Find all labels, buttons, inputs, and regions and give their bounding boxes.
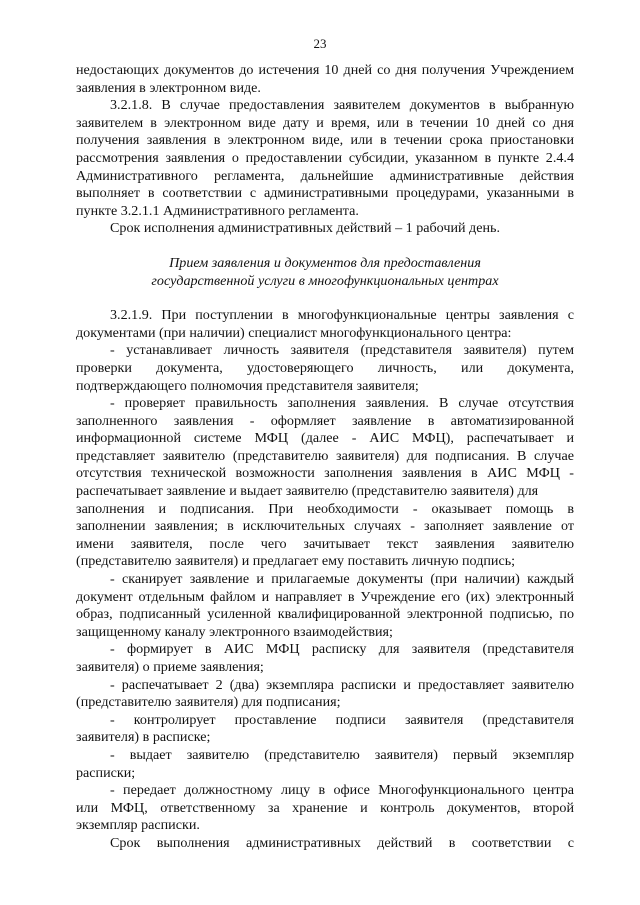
- text-line: - формирует в АИС МФЦ расписку для заявителя (представителя: [110, 641, 574, 658]
- text-line: отсутствия технической возможности заполнения заявления в АИС МФЦ -: [76, 465, 574, 482]
- blank-line: [76, 290, 574, 307]
- text-line: - передает должностному лицу в офисе Многофункционального центра: [110, 782, 574, 799]
- text-line: документами (при наличии) специалист многофункционального центра:: [76, 324, 512, 341]
- text-line: заявителем в электронном виде дату и время, или в течении 10 дней со дня: [76, 114, 574, 131]
- text-line: имени заявителя, после чего зачитывает текст заявления заявителю: [76, 535, 574, 552]
- text-line: получения заявления в электронном виде, или в течении срока приостановки: [76, 132, 574, 149]
- text-line: 3.2.1.9. При поступлении в многофункциональные центры заявления с: [110, 307, 574, 324]
- text-line: рассмотрения заявления о предоставлении субсидии, указанном в пункте 2.4.4: [76, 149, 574, 166]
- document-body: [76, 62, 574, 853]
- text-line: - проверяет правильность заполнения заявления. В случае отсутствия: [110, 395, 574, 412]
- page-number: 23: [313, 36, 327, 51]
- blank-line: [76, 238, 574, 255]
- text-line: или МФЦ, ответственному за хранение и контроль документов, второй: [76, 799, 574, 816]
- text-line: выполняет в соответствии с административными процедурами, указанными в: [76, 185, 574, 202]
- text-line: заполненного заявления - оформляет заявление в автоматизированной: [76, 412, 574, 429]
- text-line: пункте 3.2.1.1 Административного регламента.: [76, 202, 359, 219]
- text-line: информационной системе МФЦ (далее - АИС МФЦ), распечатывает и: [76, 430, 574, 447]
- text-line: документ отдельным файлом и направляет в Учреждение его (их) электронный: [76, 588, 574, 605]
- text-line: экземпляр расписки.: [76, 817, 200, 834]
- text-line: заполнения и подписания. При необходимости - оказывает помощь в: [76, 500, 574, 517]
- text-line: - устанавливает личность заявителя (представителя заявителя) путем: [110, 342, 574, 359]
- section-heading-line: Прием заявления и документов для предоставления: [169, 254, 481, 271]
- text-line: подтверждающего полномочия представителя заявителя;: [76, 377, 419, 394]
- text-line: Срок выполнения административных действий в соответствии с: [110, 834, 574, 851]
- text-line: - распечатывает 2 (два) экземпляра расписки и предоставляет заявителю: [110, 676, 574, 693]
- text-line: - контролирует проставление подписи заявителя (представителя: [110, 711, 574, 728]
- text-line: - сканирует заявление и прилагаемые документы (при наличии) каждый: [110, 571, 574, 588]
- text-line: недостающих документов до истечения 10 дней со дня получения Учреждением: [76, 62, 574, 78]
- text-line: представляет заявителю (представителю заявителя) для подписания. В случае: [76, 447, 574, 464]
- text-line: 3.2.1.8. В случае предоставления заявителем документов в выбранную: [110, 97, 574, 114]
- text-line: заявителя) в расписке;: [76, 729, 211, 746]
- text-line: Административного регламента, дальнейшие административные действия: [76, 167, 574, 184]
- text-line: защищенному каналу электронного взаимодействия;: [76, 623, 393, 640]
- text-line: заявления в электронном виде.: [76, 79, 261, 96]
- text-line: расписки;: [76, 764, 136, 781]
- text-line: (представителю заявителя) и предлагает ему поставить личную подпись;: [76, 553, 516, 570]
- text-line: проверки документа, удостоверяющего личность, или документа,: [76, 359, 574, 376]
- text-line: образ, подписанный усиленной квалифицированной электронной подписью, по: [76, 606, 574, 623]
- text-line: - выдает заявителю (представителю заявителя) первый экземпляр: [110, 746, 574, 763]
- text-line: (представителю заявителя) для подписания;: [76, 694, 341, 711]
- text-line: заполнении заявления; в исключительных случаях - заполняет заявление от: [76, 518, 574, 535]
- text-line: Срок исполнения административных действий – 1 рабочий день.: [110, 220, 500, 237]
- text-line: распечатывает заявление и выдает заявителю (представителю заявителя) для: [76, 483, 539, 500]
- section-heading-line: государственной услуги в многофункциональных центрах: [151, 272, 499, 289]
- text-line: заявителя) о приеме заявления;: [76, 659, 264, 675]
